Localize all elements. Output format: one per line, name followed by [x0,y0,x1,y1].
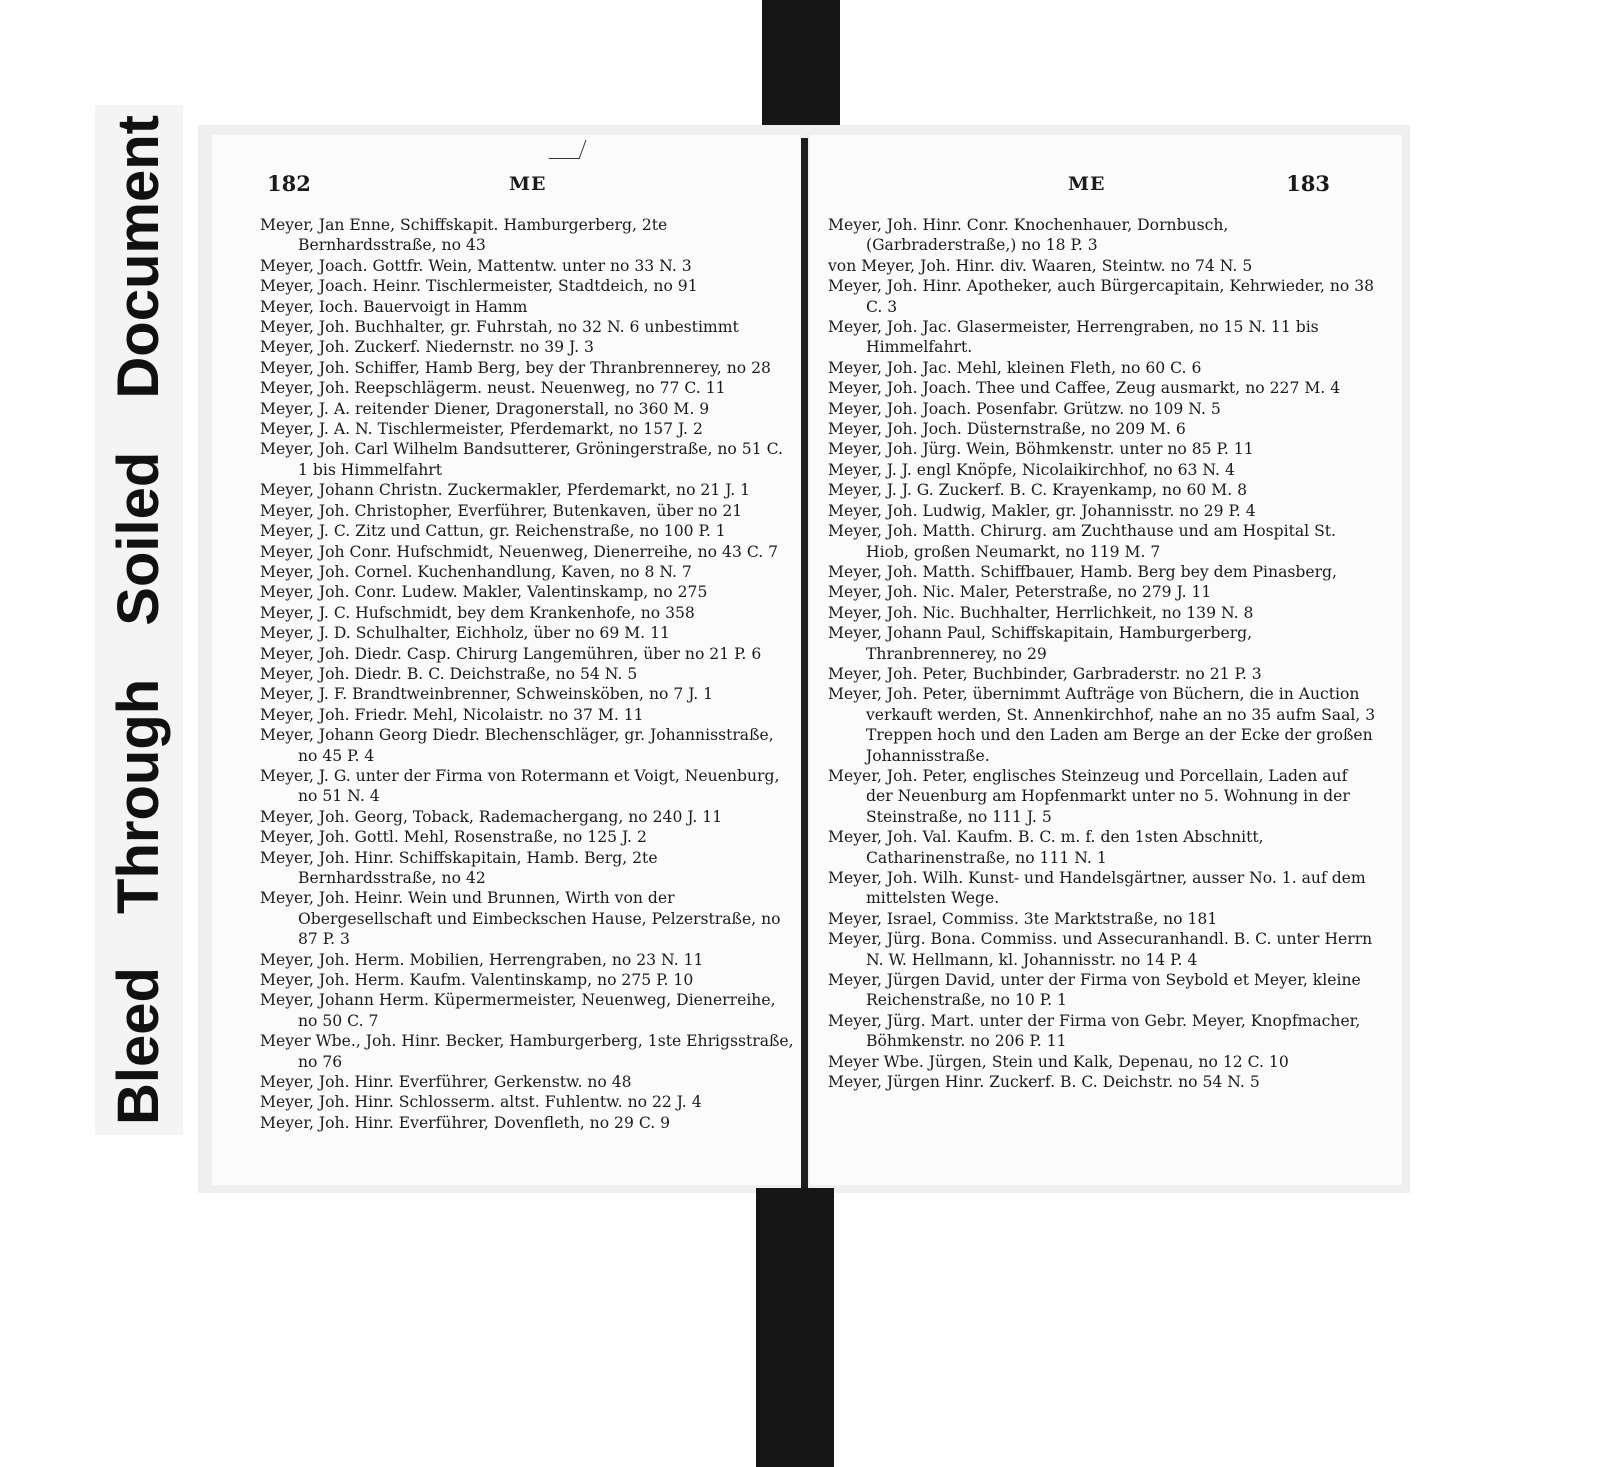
directory-entry: Meyer, J. J. engl Knöpfe, Nicolaikirchhof, no 63 N. 4 [828,460,1235,479]
directory-entry: Meyer, Joh. Diedr. B. C. Deichstraße, no 54 N. 5 [260,664,638,683]
directory-entry: Meyer, Jürgen Hinr. Zuckerf. B. C. Deichstr. no 54 N. 5 [828,1073,1260,1092]
directory-entry: Meyer Wbe. Jürgen, Stein und Kalk, Depenau, no 12 C. 10 [828,1052,1289,1071]
directory-entry: Meyer, Joh. Hinr. Schiffskapitain, Hamb. Berg, 2te Bernhardsstraße, no 42 [260,848,658,887]
directory-entry: Meyer, Joh. Peter, englisches Steinzeug und Porcellain, Laden auf der Neuenburg am Hopfenmarkt unter no 5. Wohnung in der Steinstraße, no 111 J. 5 [828,766,1350,826]
left-page-header: ME [509,173,547,195]
directory-entry: Meyer, Ioch. Bauervoigt in Hamm [260,297,528,316]
directory-entry: Meyer, Joach. Heinr. Tischlermeister, Stadtdeich, no 91 [260,277,698,296]
directory-entry: Meyer, Joh. Cornel. Kuchenhandlung, Kaven, no 8 N. 7 [260,562,692,581]
directory-entry: Meyer, Joh. Wilh. Kunst- und Handelsgärtner, ausser No. 1. auf dem mittelsten Wege. [828,869,1366,908]
right-page-number: 183 [1286,171,1330,196]
directory-entry: Meyer, Joh. Jürg. Wein, Böhmkenstr. unter no 85 P. 11 [828,440,1254,459]
directory-entry: Meyer, Jürg. Mart. unter der Firma von Gebr. Meyer, Knopfmacher, Böhmkenstr. no 206 P. 11 [828,1011,1361,1051]
side-label-word-1: Bleed [105,967,171,1125]
directory-entry: Meyer, Joh. Jac. Mehl, kleinen Fleth, no 60 C. 6 [828,358,1202,377]
directory-entry: Meyer, Joh. Ludwig, Makler, gr. Johannisstr. no 29 P. 4 [828,501,1256,520]
directory-entry: Meyer, Joh. Herm. Kaufm. Valentinskamp, no 275 P. 10 [260,971,694,990]
directory-entry: Meyer, Jürg. Bona. Commiss. und Assecuranhandl. B. C. unter Herrn N. W. Hellmann, kl. Johannisstr. no 14 P. 4 [828,930,1373,969]
directory-entry: Meyer, Johann Christn. Zuckermakler, Pferdemarkt, no 21 J. 1 [260,481,751,500]
directory-entry: Meyer, Joh. Peter, Buchbinder, Garbraderstr. no 21 P. 3 [828,664,1262,683]
directory-entry: Meyer, J. D. Schulhalter, Eichholz, über no 69 M. 11 [260,624,670,643]
directory-entry: Meyer, Joh. Jac. Glasermeister, Herrengraben, no 15 N. 11 bis Himmelfahrt. [828,318,1319,357]
directory-entry: Meyer, Joh. Hinr. Schlosserm. altst. Fuhlentw. no 22 J. 4 [260,1093,702,1112]
directory-entry: Meyer, Johann Paul, Schiffskapitain, Hamburgerberg, Thranbrennerey, no 29 [828,624,1253,663]
directory-entry: Meyer, Joh. Val. Kaufm. B. C. m. f. den 1sten Abschnitt, Catharinenstraße, no 111 N. 1 [828,828,1264,867]
directory-entry: Meyer, Joh. Gottl. Mehl, Rosenstraße, no 125 J. 2 [260,828,647,847]
side-label-word-3: Soiled [105,451,171,626]
directory-entry: Meyer Wbe., Joh. Hinr. Becker, Hamburgerberg, 1ste Ehrigsstraße, no 76 [260,1032,794,1071]
directory-entry: Meyer, Joh. Hinr. Apotheker, auch Bürgercapitain, Kehrwieder, no 38 C. 3 [828,277,1375,316]
directory-entry: Meyer, Joh. Joach. Posenfabr. Grützw. no 109 N. 5 [828,399,1221,418]
directory-entry: Meyer, J. A. N. Tischlermeister, Pferdemarkt, no 157 J. 2 [260,420,703,439]
directory-entry: Meyer, Joh. Friedr. Mehl, Nicolaistr. no 37 M. 11 [260,705,644,724]
right-entries [828,215,1376,1092]
directory-entry: Meyer, J. G. unter der Firma von Rotermann et Voigt, Neuenburg, no 51 N. 4 [260,766,780,806]
directory-entry: Meyer, Joh. Herm. Mobilien, Herrengraben, no 23 N. 11 [260,950,704,969]
left-page-number: 182 [267,171,311,196]
directory-entry: Meyer, Joh. Schiffer, Hamb Berg, bey der Thranbrennerey, no 28 [260,358,771,377]
left-entries [260,215,795,1133]
directory-entry: von Meyer, Joh. Hinr. div. Waaren, Steintw. no 74 N. 5 [828,256,1253,275]
directory-entry: Meyer, Joh. Matth. Schiffbauer, Hamb. Berg bey dem Pinasberg, [828,562,1337,581]
directory-entry: Meyer, Joh. Joch. Düsternstraße, no 209 M. 6 [828,420,1186,439]
directory-entry: Meyer, Israel, Commiss. 3te Marktstraße, no 181 [828,909,1218,928]
directory-entry: Meyer, Jan Enne, Schiffskapit. Hamburgerberg, 2te Bernhardsstraße, no 43 [260,216,668,255]
directory-entry: Meyer, Joh. Joach. Thee und Caffee, Zeug ausmarkt, no 227 M. 4 [828,379,1341,398]
directory-entry: Meyer, Johann Herm. Küpermermeister, Neuenweg, Dienerreihe, no 50 C. 7 [260,991,776,1030]
directory-entry: Meyer, Joh. Georg, Toback, Rademachergang, no 240 J. 11 [260,807,723,826]
side-label-word-4: Document [105,115,171,399]
directory-entry: Meyer, Joh. Conr. Ludew. Makler, Valentinskamp, no 275 [260,583,708,602]
side-label [103,115,173,1125]
side-label-word-2: Through [105,678,171,914]
directory-entry: Meyer, Joh. Zuckerf. Niedernstr. no 39 J. 3 [260,338,594,357]
book-gutter [801,138,808,1188]
directory-entry: Meyer, Joh. Peter, übernimmt Aufträge von Büchern, die in Auction verkauft werden, St. Annenkirchhof, nahe an no 35 aufm Saal, 3 Treppen hoch und den Laden am Berge an der Ecke der großen Johannisstraße. [828,685,1376,765]
directory-entry: Meyer, J. A. reitender Diener, Dragonerstall, no 360 M. 9 [260,399,710,418]
directory-entry: Meyer, Joh. Heinr. Wein und Brunnen, Wirth von der Obergesellschaft und Eimbeckschen Hause, Pelzerstraße, no 87 P. 3 [260,889,781,949]
directory-entry: Meyer, Joh. Matth. Chirurg. am Zuchthause und am Hospital St. Hiob, großen Neumarkt, no 119 M. 7 [828,522,1337,561]
directory-entry: Meyer, Johann Georg Diedr. Blechenschläger, gr. Johannisstraße, no 45 P. 4 [260,726,774,765]
directory-entry: Meyer, Joh. Hinr. Conr. Knochenhauer, Dornbusch, (Garbraderstraße,) no 18 P. 3 [828,216,1229,255]
directory-entry: Meyer, Joach. Gottfr. Wein, Mattentw. unter no 33 N. 3 [260,256,692,275]
right-page-header: ME [1068,173,1106,195]
directory-entry: Meyer, Joh. Hinr. Everführer, Dovenfleth, no 29 C. 9 [260,1113,671,1132]
directory-entry: Meyer, Joh. Nic. Buchhalter, Herrlichkeit, no 139 N. 8 [828,603,1254,622]
directory-entry: Meyer, Joh. Carl Wilhelm Bandsutterer, Gröningerstraße, no 51 C. 1 bis Himmelfahrt [260,440,783,479]
directory-entry: Meyer, Joh. Buchhalter, gr. Fuhrstah, no 32 N. 6 unbestimmt [260,318,739,337]
directory-entry: Meyer, Joh Conr. Hufschmidt, Neuenweg, Dienerreihe, no 43 C. 7 [260,542,779,561]
directory-entry: Meyer, Joh. Hinr. Everführer, Gerkenstw. no 48 [260,1073,632,1092]
directory-entry: Meyer, Joh. Nic. Maler, Peterstraße, no 279 J. 11 [828,583,1212,602]
right-page [810,135,1402,1185]
directory-entry: Meyer, J. C. Zitz und Cattun, gr. Reichenstraße, no 100 P. 1 [260,522,726,541]
directory-entry: Meyer, Joh. Diedr. Casp. Chirurg Langemühren, über no 21 P. 6 [260,644,762,663]
binding-strap-top [762,0,840,135]
directory-entry: Meyer, J. C. Hufschmidt, bey dem Krankenhofe, no 358 [260,603,695,622]
directory-entry: Meyer, Joh. Christopher, Everführer, Butenkaven, über no 21 [260,501,743,520]
left-page [212,135,802,1185]
directory-entry: Meyer, J. J. G. Zuckerf. B. C. Krayenkamp, no 60 M. 8 [828,481,1248,500]
binding-strap-bottom [756,1188,834,1467]
directory-entry: Meyer, Jürgen David, unter der Firma von Seybold et Meyer, kleine Reichenstraße, no 10 P. 1 [828,971,1361,1010]
directory-entry: Meyer, Joh. Reepschlägerm. neust. Neuenweg, no 77 C. 11 [260,379,726,398]
directory-entry: Meyer, J. F. Brandtweinbrenner, Schweinsköben, no 7 J. 1 [260,685,714,704]
